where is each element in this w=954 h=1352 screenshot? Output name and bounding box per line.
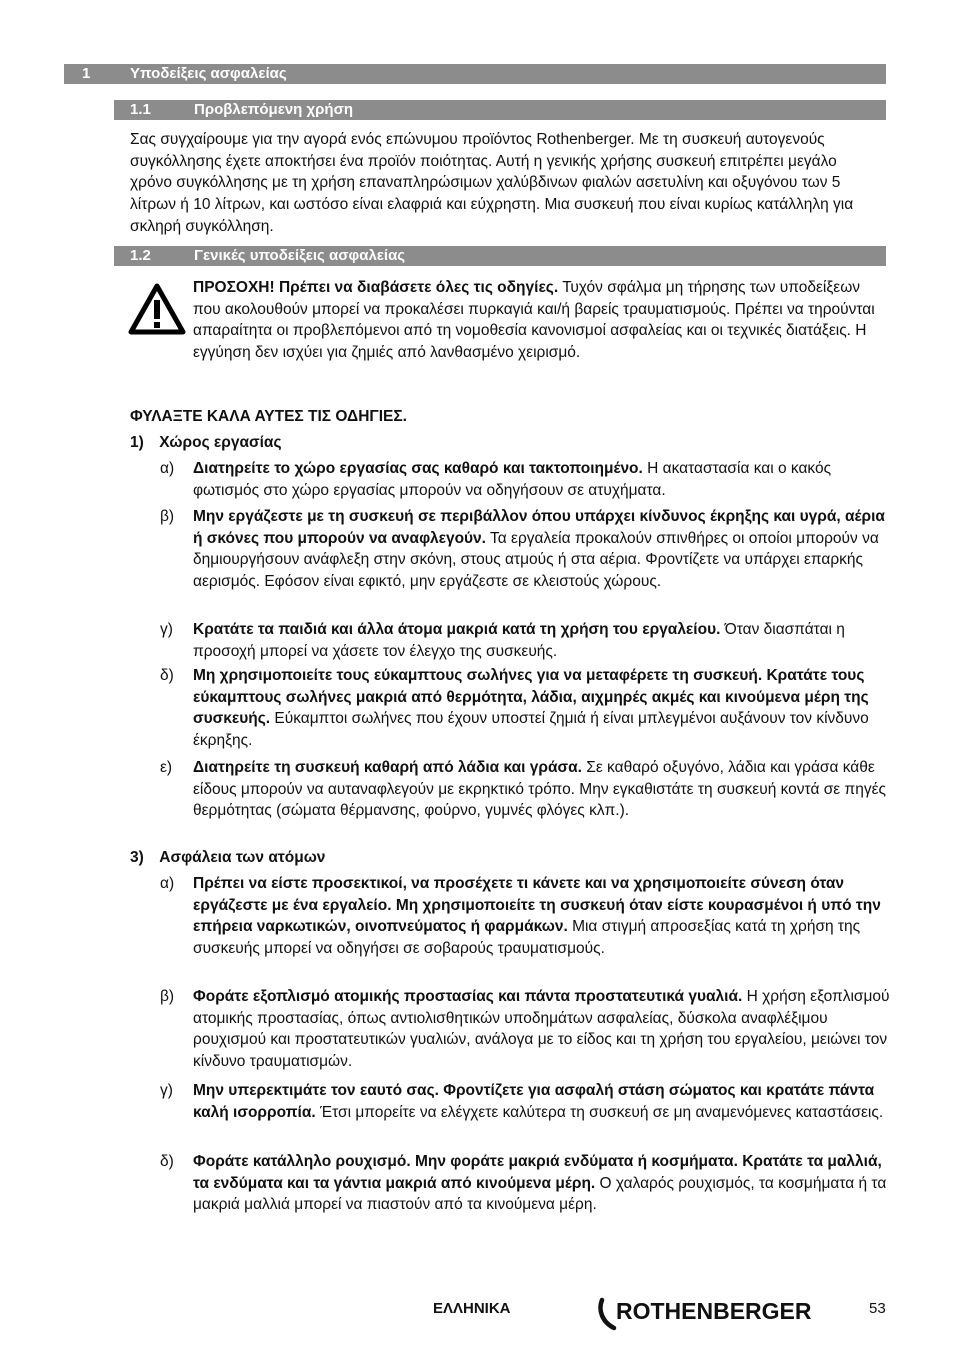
warning-paragraph [193, 277, 890, 364]
item-text: Η χρήση εξοπλισμού ατομικής προστασίας, όπως αντιολισθητικών υποδημάτων ασφαλείας, δύσκολα αναφλέξιμου ρουχισμού και προστατευτικών γυαλιών, ανάλογα με το είδος και τη χρήση του εργαλείου, μειώνει τον κίνδυνο τραυματισμών. [193, 988, 890, 1071]
warning-text: Τυχόν σφάλμα μη τήρησης των υποδείξεων που ακολουθούν μπορεί να προκαλέσει πυρκαγιά και/ή βαρείς τραυματισμούς. Πρέπει να τηρούνται απαραίτητα οι προβλεπόμενοι από τη νομοθεσία κανονισμοί ασφαλείας και οι τεχνικές διατάξεις. Η εγγύηση δεν ισχύει για ζημιές από λανθασμένο χειρισμό. [193, 279, 875, 362]
section-number: 1.1 [130, 101, 151, 118]
item-label: γ) [160, 621, 173, 638]
item-text: Έτσι μπορείτε να ελέγχετε καλύτερα τη συσκευή σε μη αναμενόμενες καταστάσεις. [315, 1103, 884, 1121]
section-number: 1.2 [130, 247, 151, 264]
group-3-heading: 3) Ασφάλεια των ατόμων [130, 849, 326, 866]
item-bold: Μη χρησιμοποιείτε τους εύκαμπτους σωλήνες για να μεταφέρετε τη συσκευή. Κρατάτε τους εύκαμπτους σωλήνες μακριά από θερμότητα, λάδια, αιχμηρές ακμές και κινούμενα μέρη της συσκευής. [193, 667, 869, 728]
item-text: Όταν διασπάται η προσοχή μπορεί να χάσετε τον έλεγχο της συσκευής. [193, 621, 845, 660]
section-number: 1 [82, 65, 91, 82]
section-title: Υποδείξεις ασφαλείας [130, 65, 287, 82]
section-1-2-bar [114, 246, 886, 266]
item-label: δ) [160, 667, 174, 684]
item-text: Η ακαταστασία και ο κακός φωτισμός στο χώρο εργασίας μπορούν να οδηγήσουν σε ατυχήματα. [193, 460, 832, 499]
item-label: δ) [160, 1153, 174, 1170]
item-bold: Μην εργάζεστε με τη συσκευή σε περιβάλλον όπου υπάρχει κίνδυνος έκρηξης και υγρά, αέρια ή σκόνες που μπορούν να αναφλεγούν. [193, 508, 885, 547]
item-text: Εύκαμπτοι σωλήνες που έχουν υποστεί ζημιά ή είναι μπλεγμένοι αυξάνουν τον κίνδυνο έκρηξης. [193, 710, 869, 750]
item-label: β) [160, 508, 175, 525]
item-text: Μια στιγμή απροσεξίας κατά τη χρήση της συσκευής μπορεί να οδηγήσει σε σοβαρούς τραυματισμούς. [193, 918, 861, 958]
item-bold: Κρατάτε τα παιδιά και άλλα άτομα μακριά κατά τη χρήση του εργαλείου. [193, 621, 721, 638]
item-label: α) [160, 875, 175, 892]
item-bold: Πρέπει να είστε προσεκτικοί, να προσέχετε τι κάνετε και να χρησιμοποιείτε σύνεση όταν εργάζεστε με ένα εργαλείο. Μη χρησιμοποιείτε τη συσκευή όταν είστε κουρασμένοι ή υπό την επήρεια ναρκωτικών, οινοπνεύματος ή φαρμάκων. [193, 875, 881, 936]
item-bold: Φοράτε εξοπλισμό ατομικής προστασίας και πάντα προστατευτικά γυαλιά. [193, 988, 743, 1005]
item-text: Σε καθαρό οξυγόνο, λάδια και γράσα κάθε είδους μπορούν να αυταναφλεγούν με εκρηκτικό τρόπο. Μην εγκαθιστάτε τη συσκευή κοντά σε πηγές θερμότητας (σώματα θέρμανσης, φούρνο, γυμνές φλόγες κλπ.). [193, 759, 886, 820]
item-bold: Μην υπερεκτιμάτε τον εαυτό σας. Φροντίζετε για ασφαλή στάση σώματος και κρατάτε πάντα καλή ισορροπία. [193, 1082, 875, 1121]
intended-use-paragraph: Σας συγχαίρουμε για την αγορά ενός επώνυμου προϊόντος Rothenberger. Με τη συσκευή αυτογενούς συγκόλλησης έχετε αποκτήσει ένα προϊόν ποιότητας. Αυτή η γενικής χρήσης συσκευή επιτρέπει μεγάλο χρόνο συγκόλλησης με τη χρήση επαναπληρώσιμων χαλύβδινων φιαλών ασετυλίνη και οξυγόνου των 5 λίτρων ή 10 λίτρων, και ωστόσο είναι ελαφριά και εύχρηστη. Μια συσκευή που είναι κυρίως κατάλληλη για σκληρή συγκόλληση. [130, 131, 854, 235]
keep-instructions: ΦΥΛΑΞΤΕ ΚΑΛΑ ΑΥΤΕΣ ΤΙΣ ΟΔΗΓΙΕΣ. [130, 408, 407, 425]
item-bold: Φοράτε κατάλληλο ρουχισμό. Μην φοράτε μακριά ενδύματα ή κοσμήματα. Κρατάτε τα μαλλιά, τα ενδύματα και τα γάντια μακριά από κινούμενα μέρη. [193, 1153, 882, 1192]
section-title: Γενικές υποδείξεις ασφαλείας [194, 247, 406, 264]
warning-bold: ΠΡΟΣΟΧΗ! Πρέπει να διαβάσετε όλες τις οδηγίες. [193, 279, 559, 296]
warning-triangle-icon [128, 283, 186, 335]
section-title: Προβλεπόμενη χρήση [194, 101, 354, 118]
item-label: α) [160, 460, 175, 477]
brand-text: ROTHENBERGER [616, 1298, 812, 1324]
group-1-heading: 1) Χώρος εργασίας [130, 434, 282, 451]
item-label: β) [160, 988, 175, 1005]
item-bold: Διατηρείτε τη συσκευή καθαρή από λάδια και γράσα. [193, 759, 582, 776]
section-1-bar [64, 64, 886, 84]
item-label: γ) [160, 1082, 173, 1099]
item-label: ε) [160, 759, 173, 776]
item-text: Τα εργαλεία προκαλούν σπινθήρες οι οποίοι μπορούν να δημιουργήσουν ανάφλεξη στην σκόνη, στους ατμούς ή στα αέρια. Φροντίζετε να υπάρχει επαρκής αερισμός. Εφόσον είναι εφικτό, μην εργάζεστε σε κλειστούς χώρους. [193, 529, 879, 591]
item-text: Ο χαλαρός ρουχισμός, τα κοσμήματα ή τα μακριά μαλλιά μπορεί να πιαστούν από τα κινούμενα μέρη. [193, 1174, 887, 1214]
item-bold: Διατηρείτε το χώρο εργασίας σας καθαρό και τακτοποιημένο. [193, 460, 643, 477]
page-number: 53 [869, 1300, 886, 1317]
footer-language: ΕΛΛΗΝΙΚΑ [433, 1300, 511, 1317]
rothenberger-logo [596, 1294, 836, 1332]
section-1-1-bar [114, 100, 886, 120]
